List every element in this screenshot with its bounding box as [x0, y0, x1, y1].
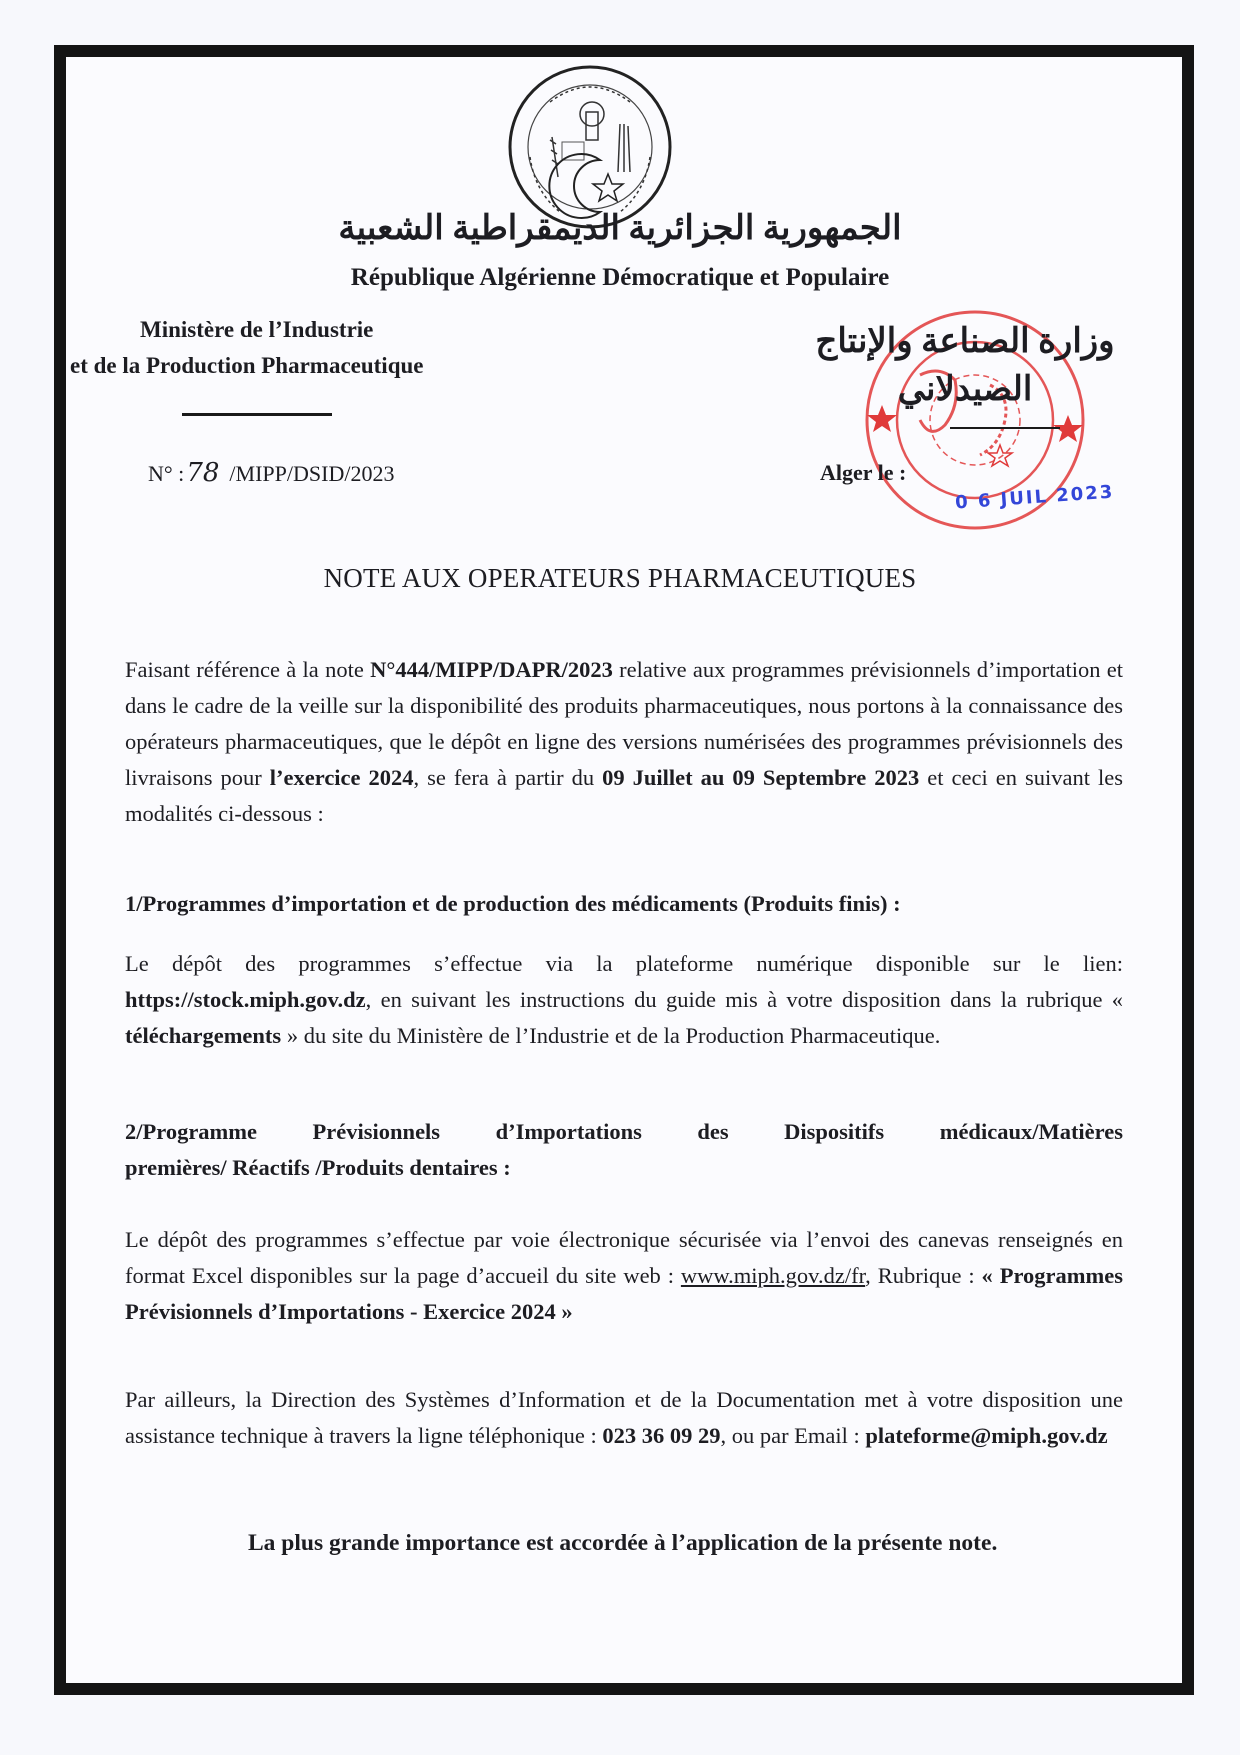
note-title: NOTE AUX OPERATEURS PHARMACEUTIQUES — [323, 563, 917, 593]
note-reference: N°444/MIPP/DAPR/2023 — [370, 657, 613, 682]
intro-text-1: Faisant référence à la note — [125, 657, 371, 682]
closing-statement: La plus grande importance est accordée à l’application de la présente note. — [248, 1530, 998, 1556]
separator-right — [950, 427, 1060, 429]
date-stamp: 0 6 JUIL 2023 — [954, 481, 1115, 514]
support-email[interactable]: plateforme@miph.gov.dz — [865, 1423, 1108, 1448]
section1-text-2: , en suivant les instructions du guide mis à votre disposition dans la rubrique « — [365, 987, 1123, 1012]
section2-heading-line1: 2/Programme Prévisionnels d’Importations des Dispositifs médicaux/Matières — [125, 1119, 1123, 1144]
intro-text-2: relative aux programmes prévisionnels d’importation et dans le cadre de la veille sur la disponibilité des produits pharmaceutiques, nous portons à la connaissance des opérateurs pharmaceutiques, que le dépôt en ligne des versions numérisées des programmes prévisionnels des livraisons pour — [125, 657, 1124, 790]
intro-text-3: , se fera à partir du — [413, 765, 603, 790]
exercise-year: l’exercice 2024 — [269, 765, 414, 790]
support-text-2: , ou par Email : — [720, 1423, 866, 1448]
downloads-section-name: téléchargements — [125, 1023, 282, 1048]
section2-text-2: , Rubrique : — [865, 1263, 982, 1288]
algeria-emblem-icon — [500, 62, 680, 232]
ministry-name-ar-line2: الصيدلاني — [897, 371, 1033, 408]
reference-suffix: /MIPP/DSID/2023 — [229, 461, 395, 486]
section1-heading: 1/Programmes d’importation et de production des médicaments (Produits finis) : — [125, 891, 901, 916]
support-text-1: Par ailleurs, la Direction des Systèmes d’Information et de la Documentation met à votre disposition une assistance technique à travers la ligne téléphonique : — [125, 1387, 1123, 1448]
platform-link[interactable]: https://stock.miph.gov.dz — [125, 987, 366, 1012]
section2-heading — [125, 1114, 1123, 1186]
french-republic-title: République Algérienne Démocratique et Populaire — [350, 264, 890, 291]
separator-left — [182, 413, 332, 416]
submission-period: 09 Juillet au 09 Septembre 2023 — [602, 765, 920, 790]
handwritten-number: 78 — [186, 458, 220, 488]
website-section-name: « Programmes Prévisionnels d’Importations - Exercice 2024 » — [125, 1263, 1123, 1324]
ministry-name-fr-line2: et de la Production Pharmaceutique — [70, 353, 424, 378]
ministry-name-ar — [800, 318, 1130, 414]
reference-number — [148, 458, 394, 488]
section2-heading-line2: premières/ Réactifs /Produits dentaires : — [125, 1155, 511, 1180]
support-phone: 023 36 09 29 — [602, 1423, 721, 1448]
ministry-name-ar-line1: وزارة الصناعة والإنتاج — [815, 323, 1115, 360]
place-date-label: Alger le : — [820, 460, 907, 485]
intro-paragraph — [125, 652, 1123, 832]
section2-text-1: Le dépôt des programmes s’effectue par voie électronique sécurisée via l’envoi des canevas renseignés en format Excel disponibles sur la page d’accueil du site web : — [125, 1227, 1123, 1288]
section1-text-1: Le dépôt des programmes s’effectue via la plateforme numérique disponible sur le lien: — [125, 951, 1123, 976]
section1-paragraph — [125, 946, 1123, 1054]
section2-paragraph — [125, 1222, 1123, 1330]
support-paragraph — [125, 1382, 1123, 1454]
intro-text-4: et ceci en suivant les modalités ci-dessous : — [125, 765, 1123, 826]
ministry-name-fr-line1: Ministère de l’Industrie — [140, 317, 374, 342]
arabic-republic-title: الجمهورية الجزائرية الديمقراطية الشعبية — [338, 210, 902, 247]
section1-text-3: » du site du Ministère de l’Industrie et de la Production Pharmaceutique. — [281, 1023, 941, 1048]
reference-prefix: N° : — [148, 461, 185, 486]
website-link[interactable]: www.miph.gov.dz/fr — [680, 1263, 866, 1288]
